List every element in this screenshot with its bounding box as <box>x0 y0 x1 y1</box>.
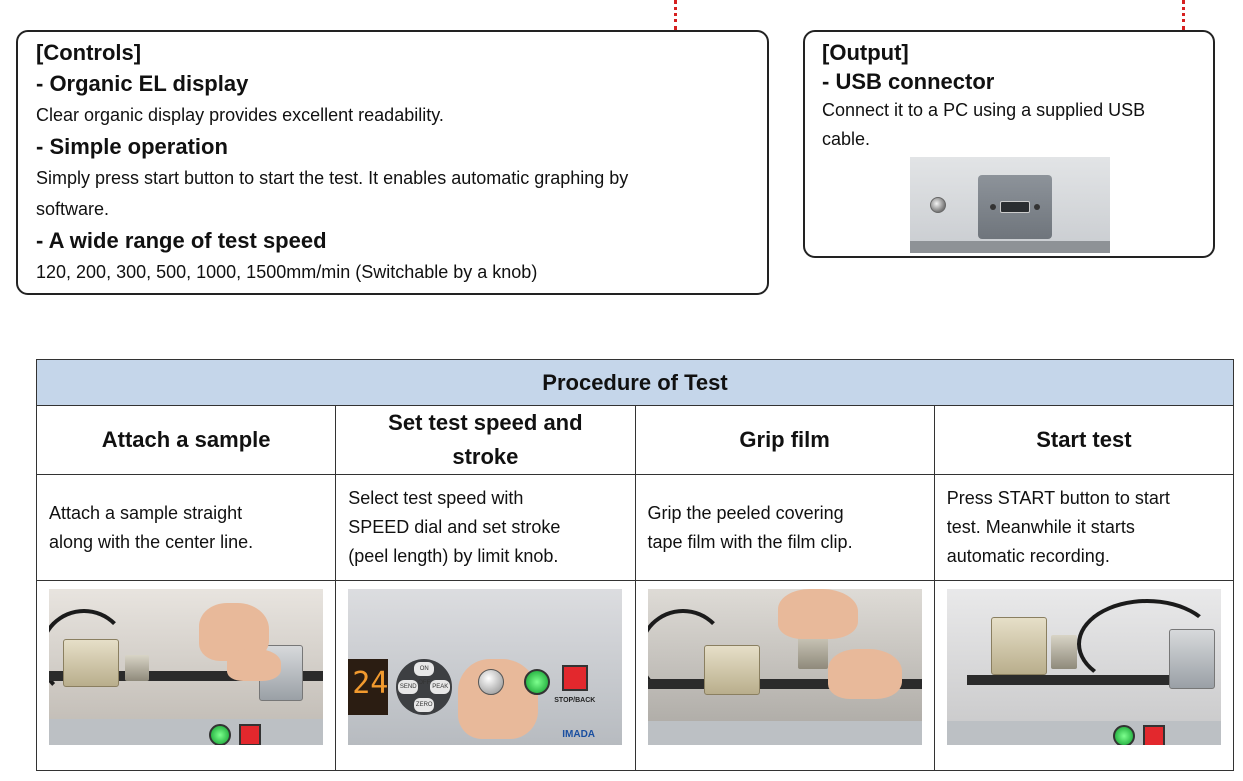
film-grip-photo <box>648 589 922 745</box>
step-2-photo-cell <box>336 581 635 771</box>
step-2-heading-text-cont: stroke <box>452 444 519 469</box>
procedure-title: Procedure of Test <box>37 360 1234 406</box>
step-4-photo-cell <box>934 581 1233 771</box>
hand-icon <box>828 649 902 699</box>
step-1-desc-line: along with the center line. <box>49 531 254 552</box>
usb-connector-text-cont: cable. <box>822 129 871 149</box>
step-4-heading-text: Start test <box>1036 427 1132 452</box>
test-speed-text: 120, 200, 300, 500, 1000, 1500mm/min (Switchable by a knob) <box>36 262 538 282</box>
output-title: [Output] <box>822 40 909 65</box>
control-panel-edge <box>49 719 323 745</box>
test-speed-heading: - A wide range of test speed <box>36 228 327 253</box>
start-button-icon <box>1113 725 1135 745</box>
dotted-connector-left <box>674 0 677 30</box>
output-panel <box>803 30 1215 258</box>
stop-back-button-icon <box>562 665 588 691</box>
step-1-photo-cell <box>37 581 336 771</box>
step-1-heading-text: Attach a sample <box>101 427 271 452</box>
controls-title: [Controls] <box>36 40 142 65</box>
hand-icon <box>227 649 281 681</box>
organic-el-heading: - Organic EL display <box>36 71 249 96</box>
dotted-connector-right <box>1182 0 1185 30</box>
step-3-heading <box>635 406 934 475</box>
usb-connector-text: Connect it to a PC using a supplied USB <box>822 100 1146 120</box>
step-4-heading <box>934 406 1233 475</box>
sample-plate <box>1169 629 1215 689</box>
step-4-description <box>934 475 1233 581</box>
step-3-photo-cell <box>635 581 934 771</box>
force-gauge-head <box>63 639 119 687</box>
simple-operation-text-cont: software. <box>36 199 110 219</box>
stop-button-icon <box>1143 725 1165 745</box>
step-2-description <box>336 475 635 581</box>
control-panel-edge <box>648 721 922 745</box>
force-gauge-head <box>991 617 1047 675</box>
usb-plate <box>978 175 1052 239</box>
send-key: SEND <box>398 680 418 694</box>
simple-operation-text: Simply press start button to start the test. It enables automatic graphing by <box>36 168 629 188</box>
brand-logo: IMADA <box>562 729 596 740</box>
screw-icon <box>930 197 946 213</box>
film-clip-icon <box>125 655 149 681</box>
step-3-heading-text: Grip film <box>739 427 830 452</box>
stop-back-label: STOP/BACK <box>554 697 596 704</box>
step-3-desc-line: tape film with the film clip. <box>647 531 853 552</box>
stop-button-icon <box>239 724 261 745</box>
simple-operation-heading: - Simple operation <box>36 134 228 159</box>
step-2-desc-line: (peel length) by limit knob. <box>348 546 559 566</box>
step-4-desc-line: Press START button to start <box>946 488 1170 508</box>
step-2-desc-line: Select test speed with <box>348 488 524 508</box>
start-button-icon <box>524 669 550 695</box>
rivet-icon <box>1034 204 1040 210</box>
rivet-icon <box>990 204 996 210</box>
rail <box>967 675 1197 685</box>
peak-key: PEAK <box>430 680 450 694</box>
controls-panel <box>16 30 769 295</box>
step-4-desc-line: test. Meanwhile it starts <box>946 517 1135 537</box>
control-panel-edge <box>947 721 1221 745</box>
speed-dial-photo <box>348 589 622 745</box>
procedure-table <box>36 359 1234 771</box>
force-gauge-head <box>704 645 760 695</box>
step-1-desc-line: Attach a sample straight <box>49 502 243 523</box>
step-3-description <box>635 475 934 581</box>
start-button-icon <box>209 724 231 745</box>
device-edge <box>910 241 1110 253</box>
on-off-key: ON OFF <box>414 662 434 676</box>
operation-keypad <box>396 659 452 715</box>
usb-port-photo <box>910 157 1110 253</box>
start-test-photo <box>947 589 1221 745</box>
step-1-description <box>37 475 336 581</box>
usb-connector-heading: - USB connector <box>822 69 995 94</box>
sample-attach-photo <box>49 589 323 745</box>
usb-port-icon <box>1000 201 1030 213</box>
step-4-desc-line: automatic recording. <box>946 546 1110 566</box>
film-clip-icon <box>1051 635 1077 669</box>
step-2-heading-text: Set test speed and <box>388 410 583 435</box>
step-1-heading <box>37 406 336 475</box>
step-2-desc-line: SPEED dial and set stroke <box>348 517 561 537</box>
hand-icon <box>778 589 858 639</box>
step-2-heading <box>336 406 635 475</box>
step-3-desc-line: Grip the peeled covering <box>647 502 844 523</box>
led-display: 24 <box>348 659 388 715</box>
zero-key: ZERO <box>414 698 434 712</box>
organic-el-text: Clear organic display provides excellent readability. <box>36 105 444 125</box>
